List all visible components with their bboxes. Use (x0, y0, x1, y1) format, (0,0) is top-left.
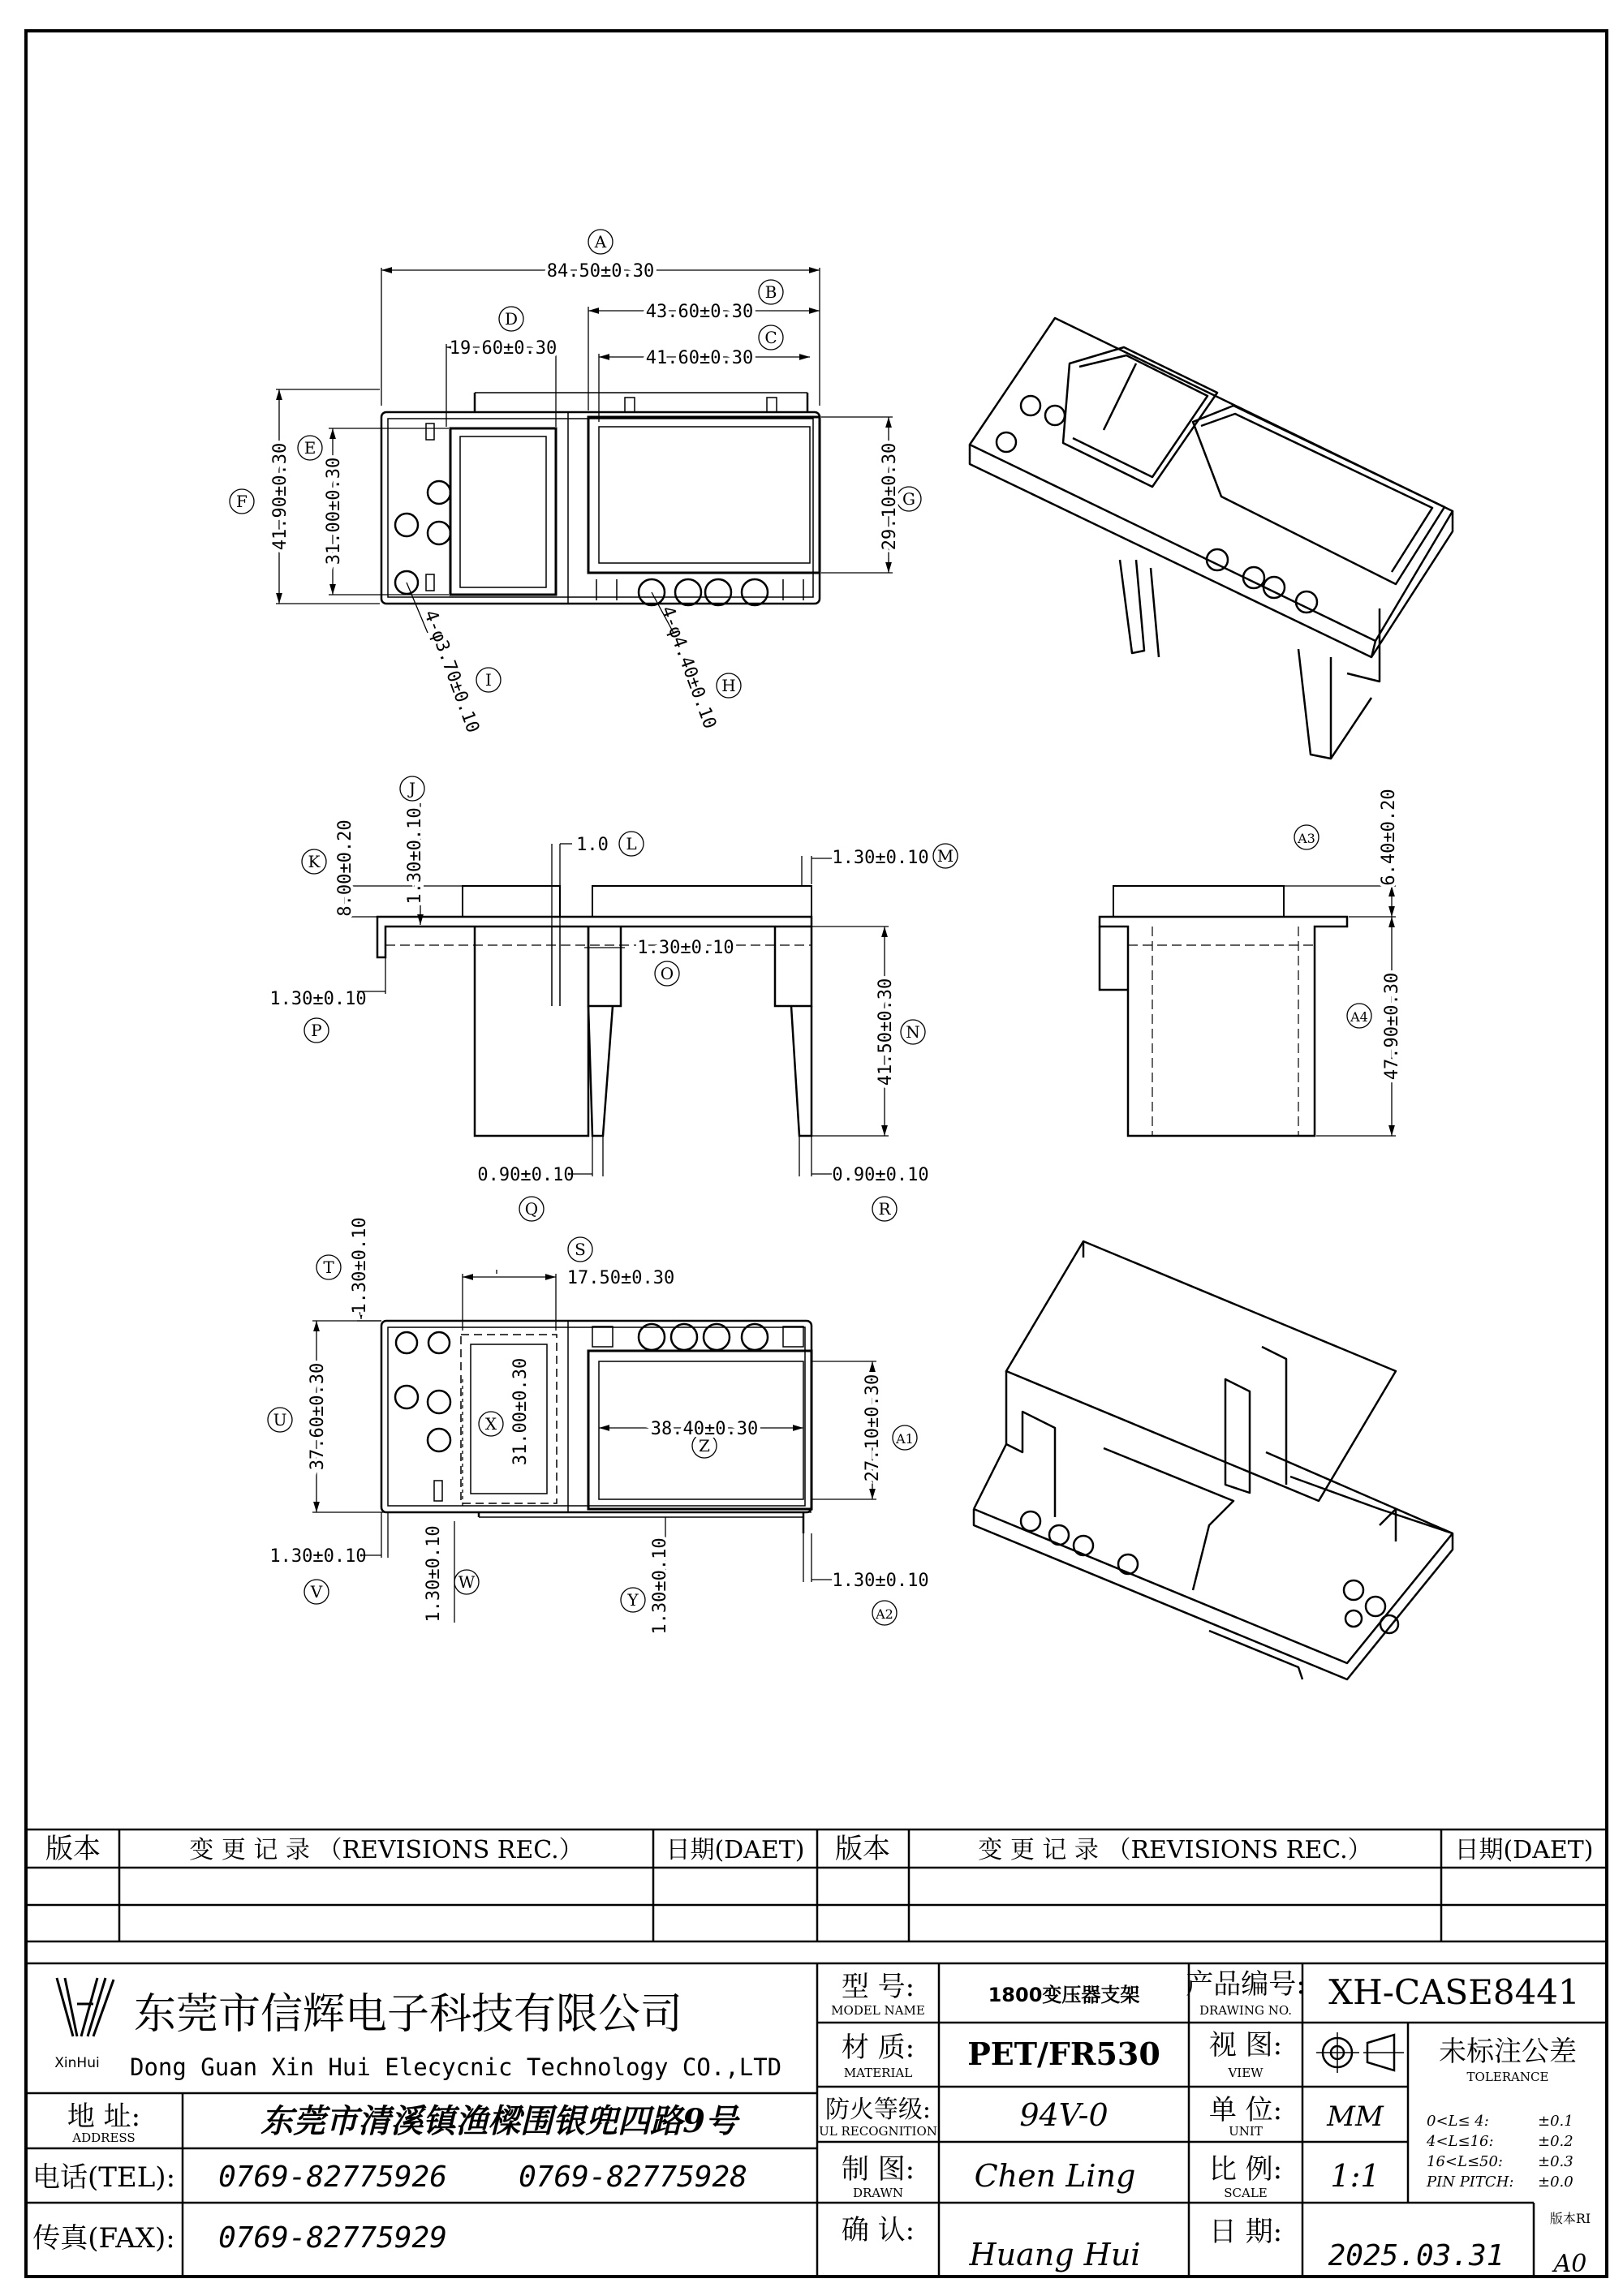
tolerance-range-1: 4<L≤16: (1427, 2133, 1494, 2150)
label-B: B (764, 282, 777, 302)
dim-K: 8.00±0.20 (335, 819, 355, 917)
label-E: E (304, 438, 316, 458)
tolerance-value-0: ±0.1 (1538, 2113, 1573, 2130)
revisions-headers (45, 1833, 1594, 1865)
label-M: M (936, 846, 954, 866)
address-value: 东莞市清溪镇渔樑围银兜四路9号 (260, 2102, 738, 2140)
address-label-en: ADDRESS (72, 2130, 136, 2145)
label-I: I (485, 670, 492, 690)
tolerance-value-3: ±0.0 (1538, 2173, 1573, 2191)
dim-S: 17.50±0.30 (566, 1268, 675, 1288)
tolerance-range-0: 0<L≤ 4: (1427, 2113, 1489, 2130)
label-W: W (458, 1572, 476, 1592)
fax-label: 传真(FAX): (32, 2222, 175, 2255)
scale-label: 比 例: (1208, 2153, 1283, 2186)
dim-Z: 38.40±0.30 (650, 1419, 759, 1439)
tel-1: 0769-82775926 (218, 2161, 447, 2194)
label-G: G (902, 489, 915, 509)
rev-date-header-2: 日期(DAET) (1454, 1836, 1594, 1864)
check-label: 确 认: (841, 2214, 915, 2247)
tolerance-range-3: PIN PITCH: (1427, 2173, 1514, 2191)
dim-I: 4-φ3.70±0.10 (420, 607, 484, 736)
drawn-label: 制 图: (841, 2153, 915, 2186)
tolerance-value-2: ±0.3 (1538, 2153, 1573, 2170)
label-A1: A1 (896, 1431, 914, 1447)
dim-Y: 1.30±0.10 (650, 1537, 670, 1635)
label-F: F (236, 492, 248, 511)
label-R: R (878, 1199, 891, 1219)
iso-view-top (970, 318, 1453, 759)
bottom-view-dims (312, 1253, 876, 1631)
dim-O: 1.30±0.10 (637, 938, 734, 958)
drawing-no-label-en: DRAWING NO. (1199, 2003, 1293, 2018)
dim-V: 1.30±0.10 (269, 1546, 367, 1567)
material-label-en: MATERIAL (843, 2066, 913, 2080)
version-label: 版本RI (1549, 2211, 1591, 2226)
label-L: L (626, 834, 637, 853)
fire-value: 94V-0 (1019, 2097, 1109, 2133)
dim-A3: 6.40±0.20 (1379, 789, 1399, 886)
tolerance-value-1: ±0.2 (1538, 2133, 1573, 2150)
dim-L: 1.0 (576, 835, 609, 855)
label-N: N (906, 1022, 920, 1042)
dim-M: 1.30±0.10 (832, 848, 929, 868)
dim-J: 1.30±0.10 (405, 807, 425, 905)
label-O: O (660, 964, 674, 983)
company-logo (57, 1978, 114, 2036)
drawing-no-value: XH-CASE8441 (1328, 1972, 1580, 2012)
model-label-en: MODEL NAME (831, 2003, 925, 2018)
label-Z: Z (699, 1436, 710, 1455)
view-label: 视 图: (1208, 2029, 1283, 2062)
rev-ver-header-2: 版本 (835, 1833, 890, 1865)
label-C: C (764, 328, 777, 347)
label-A4: A4 (1350, 1009, 1368, 1025)
label-H: H (721, 676, 736, 695)
dim-G: 29.10±0.30 (880, 442, 900, 551)
side-view-dims (1284, 886, 1396, 1136)
rev-date-header: 日期(DAET) (665, 1836, 805, 1864)
scale-value: 1:1 (1330, 2158, 1380, 2194)
dim-E: 31.00±0.30 (324, 457, 344, 565)
top-view-dims (276, 268, 893, 633)
dim-B: 43.60±0.30 (645, 302, 754, 322)
dim-D: 19.60±0.30 (449, 338, 558, 359)
label-X: X (484, 1414, 497, 1434)
drawn-value: Chen Ling (974, 2158, 1136, 2194)
label-S: S (575, 1240, 586, 1259)
dim-X: 31.00±0.30 (510, 1357, 531, 1466)
rev-ver-header: 版本 (45, 1833, 101, 1865)
dim-C: 41.60±0.30 (645, 348, 754, 368)
model-label: 型 号: (841, 1971, 915, 2003)
date-label: 日 期: (1208, 2216, 1283, 2248)
label-P: P (311, 1021, 322, 1040)
top-view (381, 393, 820, 605)
dim-A2: 1.30±0.10 (832, 1571, 929, 1591)
company-name-en: Dong Guan Xin Hui Elecycnic Technology CO.,LTD (130, 2053, 782, 2081)
scale-label-en: SCALE (1224, 2186, 1268, 2200)
tolerance-range-2: 16<L≤50: (1427, 2153, 1503, 2170)
dim-Q: 0.90±0.10 (477, 1165, 575, 1185)
rev-change-header: 变 更 记 录 （REVISIONS REC.） (189, 1836, 583, 1864)
side-view (1100, 886, 1347, 1136)
unit-label: 单 位: (1208, 2094, 1283, 2126)
label-K: K (308, 852, 321, 871)
check-value: Huang Hui (969, 2237, 1141, 2272)
unit-label-en: UNIT (1229, 2124, 1263, 2139)
label-D: D (504, 309, 519, 329)
dim-A1: 27.10±0.30 (863, 1374, 883, 1482)
front-view (377, 886, 812, 1136)
label-U: U (273, 1410, 287, 1430)
view-label-en: VIEW (1228, 2066, 1264, 2080)
fax-value: 0769-82775929 (218, 2221, 447, 2255)
label-A2: A2 (876, 1606, 893, 1622)
label-Y: Y (627, 1590, 639, 1610)
label-Q: Q (524, 1199, 539, 1219)
material-value: PET/FR530 (967, 2036, 1160, 2072)
dim-N: 41.50±0.30 (876, 978, 896, 1086)
dim-P: 1.30±0.10 (269, 989, 367, 1009)
unit-value: MM (1327, 2100, 1384, 2133)
version-value: A0 (1553, 2250, 1587, 2278)
date-value: 2025.03.31 (1328, 2239, 1505, 2272)
label-A3: A3 (1298, 831, 1315, 846)
logo-text: XinHui (54, 2055, 100, 2071)
company-name-cn: 东莞市信辉电子科技有限公司 (134, 1990, 683, 2039)
rev-change-header-2: 变 更 记 录 （REVISIONS REC.） (978, 1836, 1372, 1864)
fire-label: 防火等级: (824, 2096, 932, 2124)
fire-label-en: UL RECOGNITION (819, 2124, 937, 2139)
material-label: 材 质: (841, 2032, 915, 2064)
drawing-no-label: 产品编号: (1186, 1968, 1306, 2001)
dim-A4: 47.90±0.30 (1382, 972, 1402, 1081)
side-view-labels (1294, 789, 1402, 1080)
dim-R: 0.90±0.10 (832, 1165, 929, 1185)
tolerance-label-en: TOLERANCE (1466, 2070, 1549, 2084)
label-T: T (323, 1258, 334, 1277)
dim-U: 37.60±0.30 (308, 1362, 328, 1471)
tolerance-label: 未标注公差 (1439, 2036, 1577, 2068)
tel-2: 0769-82775928 (519, 2161, 747, 2194)
label-V: V (310, 1582, 323, 1602)
drawn-label-en: DRAWN (852, 2186, 904, 2200)
tolerance-list (1426, 2113, 1573, 2191)
top-view-labels (230, 230, 921, 736)
dim-H: 4-φ4.40±0.10 (657, 603, 721, 732)
label-J: J (408, 779, 416, 798)
tel-label: 电话(TEL): (32, 2161, 176, 2194)
model-value: 1800变压器支架 (988, 1984, 1140, 2006)
address-label: 地 址: (67, 2100, 141, 2133)
dim-W: 1.30±0.10 (424, 1525, 444, 1623)
dim-T: 1.30±0.10 (350, 1217, 370, 1314)
dim-A: 84.50±0.30 (546, 261, 655, 282)
iso-view-bottom (974, 1241, 1453, 1679)
dim-F: 41.90±0.30 (270, 442, 291, 551)
projection-symbol-icon (1316, 2032, 1404, 2073)
front-view-labels (269, 776, 958, 1221)
label-A: A (594, 232, 607, 252)
